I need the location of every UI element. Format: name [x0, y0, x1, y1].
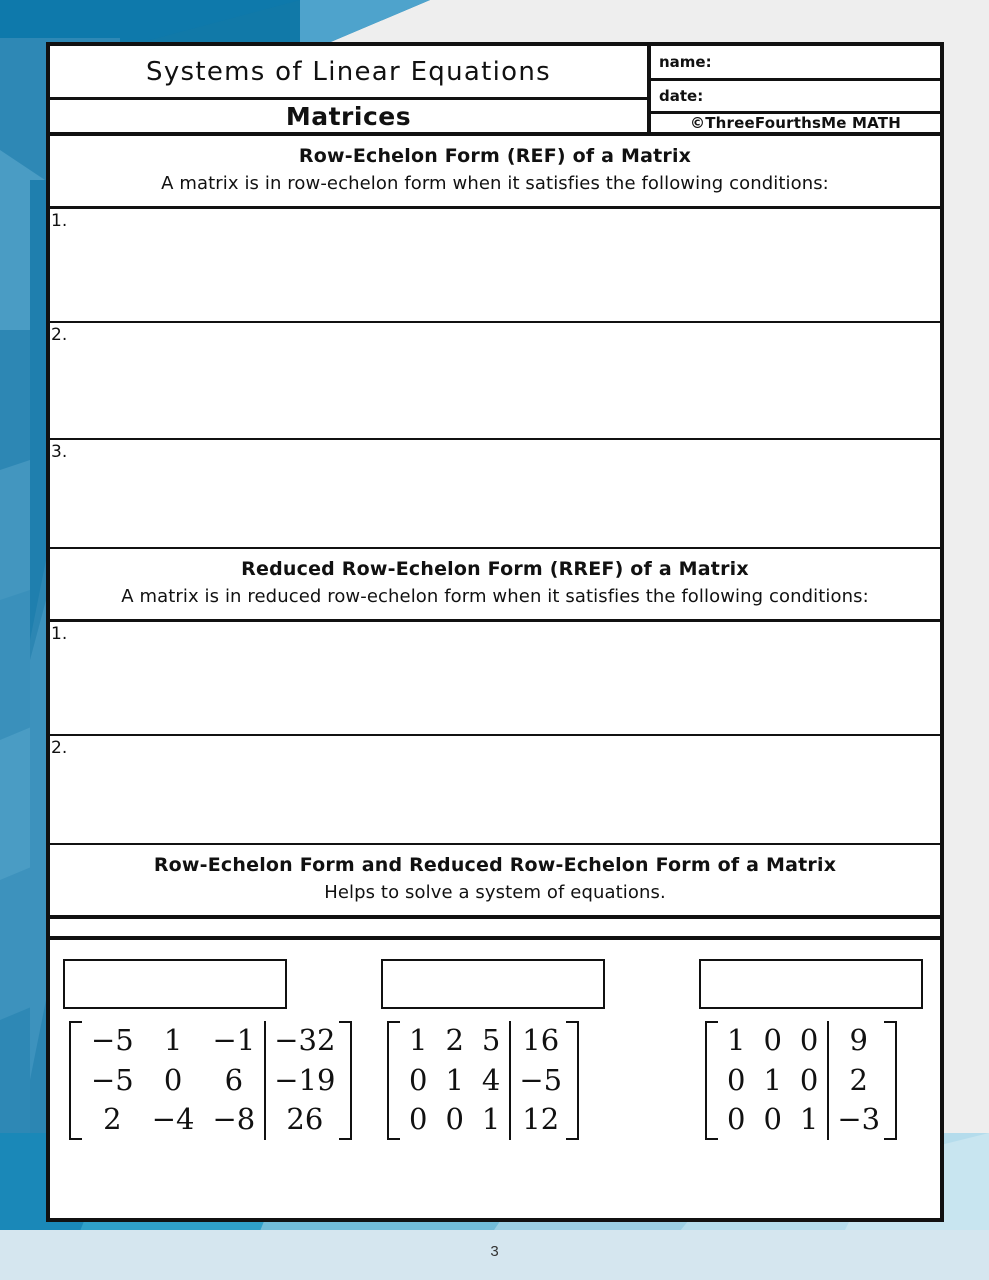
- section-heading-rref: [50, 549, 940, 622]
- matrix-augment-cell: 9: [828, 1021, 884, 1060]
- matrix-1-table: [82, 1021, 339, 1139]
- matrix-1: [63, 1021, 352, 1139]
- worksheet-header: [50, 46, 940, 136]
- matrix-cell: 0: [445, 1102, 464, 1137]
- matrix-column-2: [381, 959, 614, 1139]
- section-subtitle-ref: A matrix is in row-echelon form when it satisfies the following conditions:: [161, 172, 829, 194]
- matrix-cell: −1: [212, 1023, 256, 1058]
- section-subtitle-rref: A matrix is in reduced row-echelon form when it satisfies the following conditions:: [121, 585, 869, 607]
- matrix-cell: 6: [224, 1062, 244, 1097]
- matrix-cell: 0: [799, 1023, 819, 1058]
- spacer-strip: [50, 918, 940, 940]
- table-row: [82, 1061, 339, 1100]
- name-field[interactable]: name:: [651, 46, 940, 81]
- table-row: [82, 1100, 339, 1139]
- matrix-augment-cell: −5: [510, 1061, 566, 1100]
- table-row: [400, 1061, 566, 1100]
- matrix-cell: 0: [727, 1102, 746, 1137]
- matrix-left-bracket-icon: [387, 1021, 400, 1139]
- matrix-cell: 1: [163, 1023, 183, 1058]
- matrix-cell: 1: [763, 1062, 782, 1097]
- section-subtitle-combined: Helps to solve a system of equations.: [324, 882, 666, 904]
- matrix-cell: 2: [103, 1102, 122, 1137]
- matrix-left-bracket-icon: [69, 1021, 82, 1139]
- table-row: [718, 1100, 884, 1139]
- copyright-label: ©ThreeFourthsMe MATH: [690, 114, 901, 132]
- table-row: [82, 1021, 339, 1060]
- matrix-cell: −5: [91, 1023, 134, 1058]
- matrix-cell: 0: [409, 1102, 428, 1137]
- matrix-cell: 0: [799, 1062, 819, 1097]
- matrix-answer-box-2[interactable]: [381, 959, 605, 1009]
- matrix-2: [381, 1021, 579, 1139]
- table-row: [400, 1100, 566, 1139]
- matrix-augment-cell: 12: [510, 1100, 566, 1139]
- ref-item-number-3: 3.: [51, 442, 68, 463]
- section-title-combined: Row-Echelon Form and Reduced Row-Echelon Form of a Matrix: [153, 854, 837, 877]
- matrix-right-bracket-icon: [884, 1021, 897, 1139]
- page-subtitle: Matrices: [285, 101, 412, 131]
- matrix-right-bracket-icon: [339, 1021, 352, 1139]
- worksheet-sheet: [46, 42, 944, 1222]
- ref-item-number-1: 1.: [51, 211, 68, 232]
- matrix-cell: 2: [445, 1023, 464, 1058]
- matrix-augment-cell: −19: [265, 1061, 339, 1100]
- ref-answer-row-2[interactable]: [50, 323, 940, 440]
- matrix-augment-cell: 26: [265, 1100, 339, 1139]
- matrix-cell: 4: [481, 1062, 501, 1097]
- matrix-2-table: [400, 1021, 566, 1139]
- matrix-augment-cell: 16: [510, 1021, 566, 1060]
- matrix-cell: 0: [763, 1102, 782, 1137]
- matrix-exercise-area: [50, 940, 940, 1139]
- page-number: 3: [490, 1243, 499, 1260]
- section-title-rref: Reduced Row-Echelon Form (RREF) of a Matrix: [241, 558, 749, 581]
- matrix-answer-box-1[interactable]: [63, 959, 287, 1009]
- matrix-cell: 0: [763, 1023, 782, 1058]
- page-title: Systems of Linear Equations: [50, 46, 647, 100]
- matrix-left-bracket-icon: [705, 1021, 718, 1139]
- section-heading-ref: [50, 136, 940, 209]
- rref-item-number-1: 1.: [51, 624, 68, 645]
- matrix-answer-box-3[interactable]: [699, 959, 923, 1009]
- section-heading-combined: [50, 845, 940, 918]
- table-row: [718, 1021, 884, 1060]
- matrix-cell: 1: [445, 1062, 464, 1097]
- matrix-cell: −8: [212, 1102, 256, 1137]
- matrix-cell: 1: [481, 1102, 501, 1137]
- matrix-cell: 0: [409, 1062, 428, 1097]
- matrix-cell: 1: [799, 1102, 819, 1137]
- matrix-cell: 1: [727, 1023, 746, 1058]
- matrix-cell: 1: [409, 1023, 428, 1058]
- table-row: [718, 1061, 884, 1100]
- ref-answer-row-1[interactable]: [50, 209, 940, 323]
- header-title-area: [50, 46, 651, 132]
- matrix-augment-cell: −3: [828, 1100, 884, 1139]
- rref-answer-row-2[interactable]: [50, 736, 940, 845]
- table-row: [400, 1021, 566, 1060]
- matrix-cell: 5: [481, 1023, 501, 1058]
- matrix-cell: −5: [91, 1062, 134, 1097]
- ref-item-number-2: 2.: [51, 325, 68, 346]
- matrix-cell: 0: [727, 1062, 746, 1097]
- matrix-augment-cell: 2: [828, 1061, 884, 1100]
- matrix-3-table: [718, 1021, 884, 1139]
- rref-item-number-2: 2.: [51, 738, 68, 759]
- matrix-column-1: [63, 959, 336, 1139]
- date-field[interactable]: date:: [651, 81, 940, 114]
- section-title-ref: Row-Echelon Form (REF) of a Matrix: [298, 145, 692, 167]
- matrix-cell: 0: [163, 1062, 183, 1097]
- matrix-cell: −4: [151, 1102, 195, 1137]
- matrix-augment-cell: −32: [265, 1021, 339, 1060]
- header-meta-area: [651, 46, 940, 132]
- ref-answer-row-3[interactable]: [50, 440, 940, 549]
- matrix-3: [699, 1021, 897, 1139]
- matrix-column-3: [699, 959, 932, 1139]
- rref-answer-row-1[interactable]: [50, 622, 940, 736]
- matrix-right-bracket-icon: [566, 1021, 579, 1139]
